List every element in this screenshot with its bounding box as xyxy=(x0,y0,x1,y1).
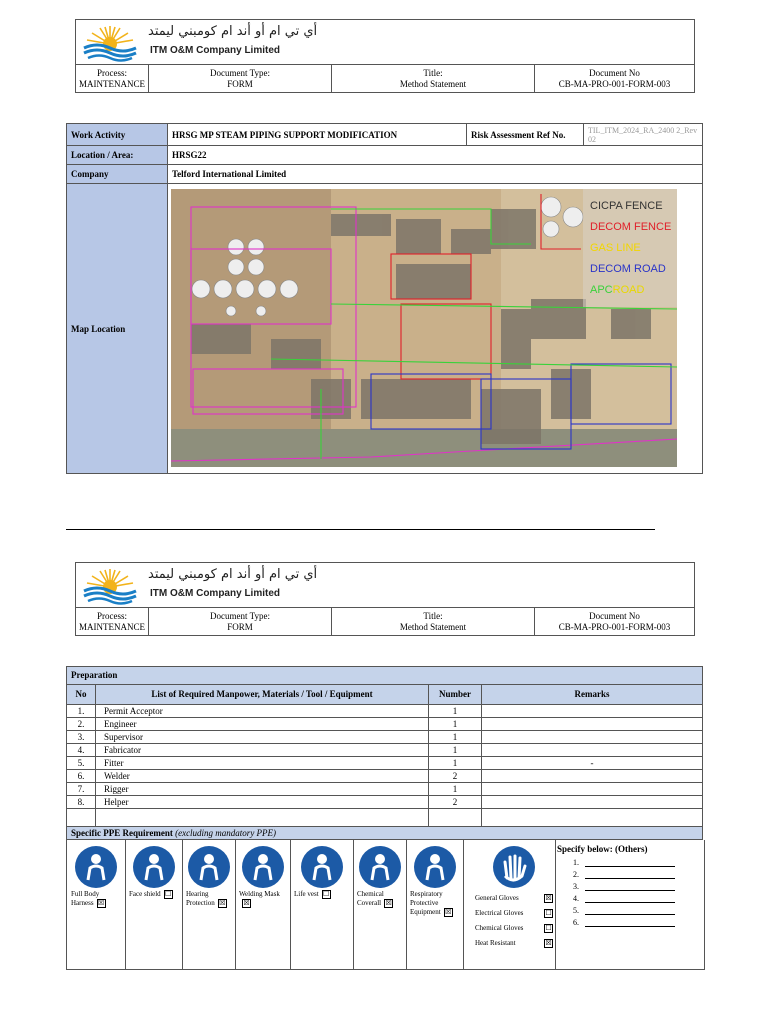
row-no: 8. xyxy=(67,796,96,809)
company-value: Telford International Limited xyxy=(168,165,703,184)
face-shield-icon xyxy=(133,846,175,888)
row-remarks xyxy=(482,744,703,757)
work-activity-label: Work Activity xyxy=(67,124,168,146)
logo-arabic-text: أي تي ام أو أند ام كومبني ليمتد xyxy=(148,24,318,39)
gloves-icon xyxy=(493,846,535,888)
glove-option: Heat Resistant ☒ xyxy=(475,939,552,947)
table-row xyxy=(67,744,703,757)
sun-logo-icon xyxy=(82,567,138,605)
others-line[interactable]: 2. xyxy=(573,870,675,879)
ppe-label: Welding Mask☒ xyxy=(239,890,280,907)
logo-cell xyxy=(76,563,695,608)
row-no: 4. xyxy=(67,744,96,757)
table-row xyxy=(67,705,703,718)
col-no: No xyxy=(67,685,96,705)
row-number: 1 xyxy=(429,718,482,731)
page-divider xyxy=(66,529,655,530)
row-number: 1 xyxy=(429,731,482,744)
map-location-label: Map Location xyxy=(67,184,168,474)
logo-english-text: ITM O&M Company Limited xyxy=(150,45,280,56)
ppe-checkbox[interactable]: ☒ xyxy=(219,899,226,907)
logo-cell xyxy=(76,20,695,65)
row-number: 2 xyxy=(429,770,482,783)
row-no: 3. xyxy=(67,731,96,744)
work-activity-value: HRSG MP STEAM PIPING SUPPORT MODIFICATION xyxy=(168,124,467,146)
ppe-item xyxy=(290,840,354,969)
table-row xyxy=(67,718,703,731)
ppe-item xyxy=(182,840,236,969)
legend-decom-road: DECOM ROAD xyxy=(590,263,666,275)
glove-option: Electrical Gloves ☐ xyxy=(475,909,552,917)
glove-checkbox[interactable]: ☐ xyxy=(545,909,552,917)
process-cell: Process: MAINTENANCE xyxy=(76,65,149,93)
ppe-checkbox[interactable]: ☒ xyxy=(385,899,392,907)
glove-checkbox[interactable]: ☒ xyxy=(545,894,552,902)
row-no: 1. xyxy=(67,705,96,718)
sun-logo-icon xyxy=(82,24,138,62)
glove-option: General Gloves ☒ xyxy=(475,894,552,902)
ppe-section xyxy=(66,840,705,970)
docno-cell: Document No CB-MA-PRO-001-FORM-003 xyxy=(535,608,695,636)
row-number: 1 xyxy=(429,705,482,718)
ppe-label: Face shield ☐ xyxy=(129,890,172,899)
col-number: Number xyxy=(429,685,482,705)
row-item: Fitter xyxy=(96,757,429,770)
others-title: Specify below: (Others) xyxy=(557,844,648,854)
doctype-cell: Document Type: FORM xyxy=(149,608,332,636)
ppe-item xyxy=(67,840,126,969)
title-cell: Title: Method Statement xyxy=(332,65,535,93)
process-cell: Process: MAINTENANCE xyxy=(76,608,149,636)
ppe-title: Specific PPE Requirement (excluding mandatory PPE) xyxy=(67,827,703,840)
map-legend xyxy=(590,196,671,301)
others-line[interactable]: 5. xyxy=(573,906,675,915)
docno-cell: Document No CB-MA-PRO-001-FORM-003 xyxy=(535,65,695,93)
gloves-cell xyxy=(471,840,556,969)
others-line[interactable]: 6. xyxy=(573,918,675,927)
table-row xyxy=(67,796,703,809)
document-header xyxy=(75,19,695,93)
others-line[interactable]: 4. xyxy=(573,894,675,903)
row-number: 1 xyxy=(429,744,482,757)
ppe-label: Chemical Coverall ☒ xyxy=(357,890,392,908)
ppe-item xyxy=(235,840,291,969)
row-remarks xyxy=(482,796,703,809)
row-item: Engineer xyxy=(96,718,429,731)
row-item: Helper xyxy=(96,796,429,809)
row-item: Permit Acceptor xyxy=(96,705,429,718)
row-item: Fabricator xyxy=(96,744,429,757)
ppe-item xyxy=(353,840,407,969)
ppe-label: Life vest ☐ xyxy=(294,890,330,899)
row-item: Welder xyxy=(96,770,429,783)
ppe-item xyxy=(125,840,183,969)
table-row xyxy=(67,731,703,744)
table-row xyxy=(67,783,703,796)
legend-gas-line: GAS LINE xyxy=(590,242,641,254)
row-remarks xyxy=(482,783,703,796)
risk-value: TIL_ITM_2024_RA_2400 2_Rev 02 xyxy=(584,124,703,146)
ppe-checkbox[interactable]: ☒ xyxy=(445,908,452,916)
ppe-label: Hearing Protection ☒ xyxy=(186,890,226,908)
row-number: 1 xyxy=(429,783,482,796)
glove-checkbox[interactable]: ☒ xyxy=(545,939,552,947)
glove-option: Chemical Gloves ☐ xyxy=(475,924,552,932)
legend-apc-road: APCROAD xyxy=(590,284,645,296)
table-row xyxy=(67,770,703,783)
row-remarks xyxy=(482,731,703,744)
life-vest-icon xyxy=(301,846,343,888)
ppe-checkbox[interactable]: ☐ xyxy=(323,890,330,898)
chemical-coverall-icon xyxy=(359,846,401,888)
row-number: 2 xyxy=(429,796,482,809)
respirator-icon xyxy=(414,846,456,888)
doctype-cell: Document Type: FORM xyxy=(149,65,332,93)
logo-english-text: ITM O&M Company Limited xyxy=(150,588,280,599)
ppe-label: Full Body Harness ☒ xyxy=(71,890,105,908)
row-no: 5. xyxy=(67,757,96,770)
row-no: 7. xyxy=(67,783,96,796)
preparation-table xyxy=(66,666,703,840)
row-remarks: - xyxy=(482,757,703,770)
col-list: List of Required Manpower, Materials / Tool / Equipment xyxy=(96,685,429,705)
table-row xyxy=(67,757,703,770)
row-number: 1 xyxy=(429,757,482,770)
risk-label: Risk Assessment Ref No. xyxy=(467,124,584,146)
welding-mask-icon xyxy=(242,846,284,888)
row-item: Supervisor xyxy=(96,731,429,744)
row-item: Rigger xyxy=(96,783,429,796)
col-remarks: Remarks xyxy=(482,685,703,705)
others-section xyxy=(557,844,702,927)
ppe-item xyxy=(406,840,464,969)
harness-icon xyxy=(75,846,117,888)
row-remarks xyxy=(482,718,703,731)
others-line[interactable]: 1. xyxy=(573,858,675,867)
location-value: HRSG22 xyxy=(168,146,703,165)
row-no: 2. xyxy=(67,718,96,731)
legend-decom-fence: DECOM FENCE xyxy=(590,221,672,233)
title-cell: Title: Method Statement xyxy=(332,608,535,636)
row-no: 6. xyxy=(67,770,96,783)
location-label: Location / Area: xyxy=(67,146,168,165)
ppe-label: Respiratory Protective Equipment ☒ xyxy=(410,890,452,917)
legend-cicpa-fence: CICPA FENCE xyxy=(590,200,663,212)
hearing-protection-icon xyxy=(188,846,230,888)
others-line[interactable]: 3. xyxy=(573,882,675,891)
ppe-checkbox[interactable]: ☒ xyxy=(243,899,250,907)
logo-arabic-text: أي تي ام أو أند ام كومبني ليمتد xyxy=(148,567,318,582)
glove-checkbox[interactable]: ☐ xyxy=(545,924,552,932)
row-remarks xyxy=(482,705,703,718)
company-label: Company xyxy=(67,165,168,184)
ppe-checkbox[interactable]: ☐ xyxy=(165,890,172,898)
row-remarks xyxy=(482,770,703,783)
preparation-title: Preparation xyxy=(67,667,703,685)
document-header-page2 xyxy=(75,562,695,636)
ppe-checkbox[interactable]: ☒ xyxy=(97,899,105,907)
